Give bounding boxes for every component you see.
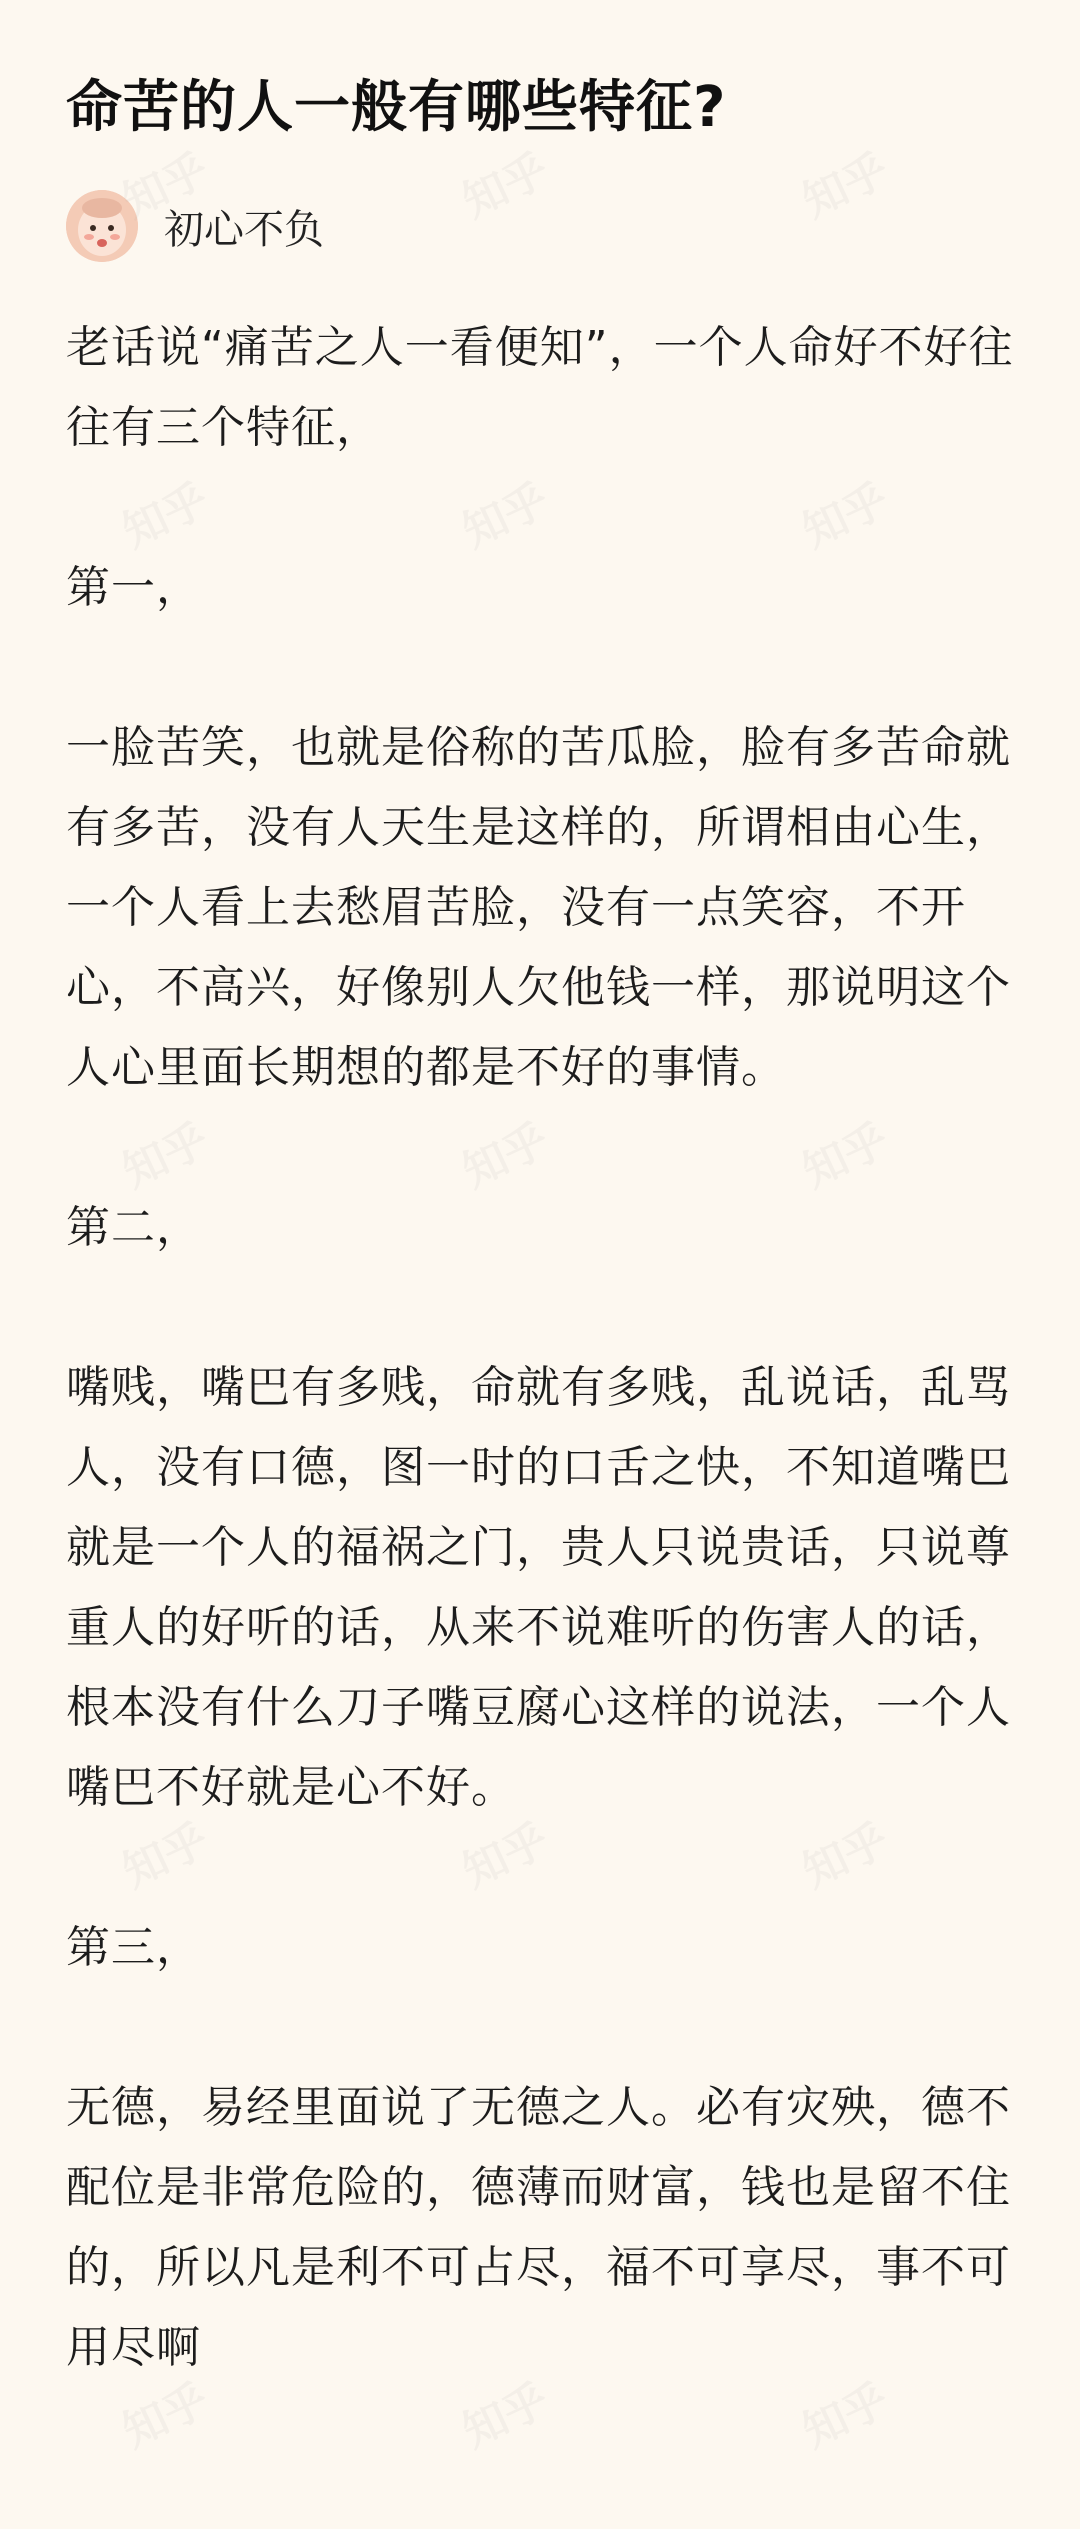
paragraph-intro: 老话说“痛苦之人一看便知”，一个人命好不好往往有三个特征， xyxy=(66,322,1014,453)
watermark: 知乎 xyxy=(795,144,897,228)
paragraph-gap xyxy=(66,1108,1014,1188)
paragraph-gap xyxy=(66,628,1014,708)
watermark: 知乎 xyxy=(115,474,217,558)
question-title: 命苦的人一般有哪些特征? xyxy=(66,75,727,140)
watermark: 知乎 xyxy=(795,1114,897,1198)
paragraph-gap xyxy=(66,1988,1014,2068)
watermark: 知乎 xyxy=(455,2374,557,2458)
paragraph-gap xyxy=(66,1268,1014,1348)
answer-content xyxy=(66,308,1014,2388)
watermark: 知乎 xyxy=(115,144,217,228)
baby-avatar-icon[interactable] xyxy=(66,190,138,262)
author-row[interactable] xyxy=(66,188,1014,264)
watermark: 知乎 xyxy=(115,1114,217,1198)
author-name[interactable]: 初心不负 xyxy=(164,206,324,253)
watermark: 知乎 xyxy=(455,1814,557,1898)
watermark: 知乎 xyxy=(455,144,557,228)
section-heading-first: 第一， xyxy=(66,562,201,613)
paragraph-second: 嘴贱，嘴巴有多贱，命就有多贱，乱说话，乱骂人，没有口德，图一时的口舌之快，不知道嘴巴就是一个人的福祸之门，贵人只说贵话，只说尊重人的好听的话，从来不说难听的伤害人的话，根本没有什么刀子嘴豆腐心这样的说法，一个人嘴巴不好就是心不好。 xyxy=(66,1362,1011,1813)
watermark: 知乎 xyxy=(795,474,897,558)
paragraph-first: 一脸苦笑，也就是俗称的苦瓜脸，脸有多苦命就有多苦，没有人天生是这样的，所谓相由心生，一个人看上去愁眉苦脸，没有一点笑容，不开心，不高兴，好像别人欠他钱一样，那说明这个人心里面长期想的都是不好的事情。 xyxy=(66,722,1011,1093)
paragraph-gap xyxy=(66,468,1014,548)
watermark: 知乎 xyxy=(115,2374,217,2458)
watermark: 知乎 xyxy=(115,1814,217,1898)
section-heading-second: 第二， xyxy=(66,1202,201,1253)
watermark: 知乎 xyxy=(795,1814,897,1898)
watermark: 知乎 xyxy=(795,2374,897,2458)
section-heading-third: 第三， xyxy=(66,1922,201,1973)
paragraph-third: 无德，易经里面说了无德之人。必有灾殃，德不配位是非常危险的，德薄而财富，钱也是留不住的，所以凡是利不可占尽，福不可享尽，事不可用尽啊 xyxy=(66,2082,1011,2373)
watermark: 知乎 xyxy=(455,1114,557,1198)
watermark: 知乎 xyxy=(455,474,557,558)
paragraph-gap xyxy=(66,1828,1014,1908)
